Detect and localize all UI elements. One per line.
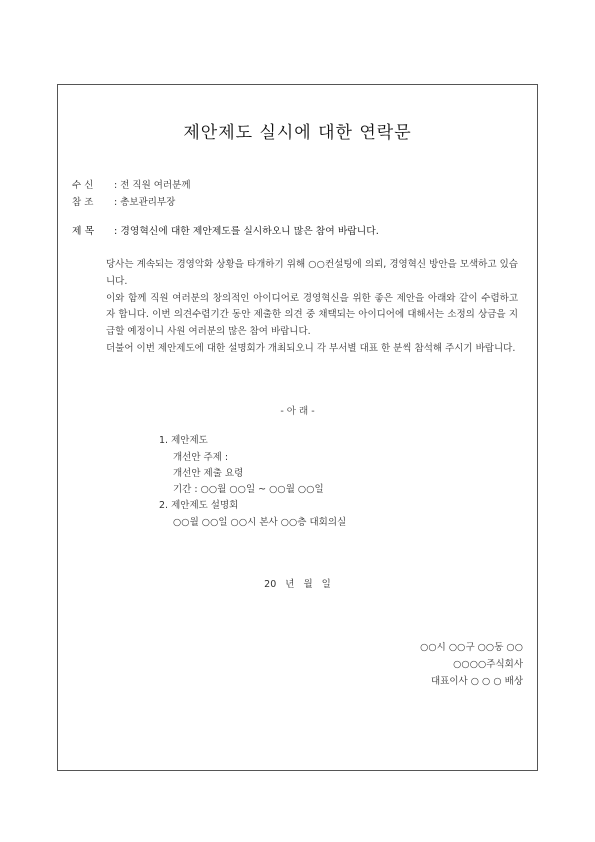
list-sub-method: 개선안 제출 요령 [173, 468, 244, 479]
reference-line [72, 194, 175, 208]
reference-value: : 총보관리부장 [114, 197, 176, 208]
body-paragraph: 이와 함께 직원 여러분의 창의적인 아이디어로 경영혁신을 위한 좋은 제안을 아래와 같이 수렴하고자 합니다. 이번 의견수렴기간 동안 제출한 의견 중 채택되는 아이디어에 대해서는 소정의 상금을 지급할 예정이니 사원 여러분의 많은 참여 바랍니다. [106, 292, 518, 338]
recipient-value: : 전 직원 여러분께 [114, 180, 191, 191]
signature-address: ○○시 ○○구 ○○동 ○○ [420, 642, 523, 653]
body-paragraph: 더불어 이번 제안제도에 대한 설명회가 개최되오니 각 부서별 대표 한 분씩 참석해 주시기 바랍니다. [106, 342, 516, 354]
list-sub-session: ○○월 ○○일 ○○시 본사 ○○층 대회의실 [173, 517, 347, 528]
recipient-line [72, 177, 191, 191]
list-item-1: 1. 제안제도 [159, 435, 208, 446]
body-paragraph: 당사는 계속되는 경영악화 상황을 타개하기 위해 ○○컨설팅에 의뢰, 경영혁신 방안을 모색하고 있습니다. [106, 259, 518, 287]
body-text [106, 257, 518, 358]
document-date: 20 년 월 일 [264, 579, 331, 590]
reference-key: 참 조 [72, 197, 94, 208]
below-note: - 아 래 - [280, 406, 315, 417]
list-sub-topic: 개선안 주제 : [173, 452, 229, 463]
signature-ceo: 대표이사 ○ ○ ○ 배상 [430, 676, 523, 687]
recipient-key: 수 신 [72, 180, 94, 191]
subject-line [72, 223, 379, 237]
document-title: 제안제도 실시에 대한 연락문 [183, 123, 412, 143]
list-item-2: 2. 제안제도 설명회 [159, 500, 239, 511]
signature-company: ○○○○주식회사 [453, 659, 523, 670]
subject-value: : 경영혁신에 대한 제안제도를 실시하오니 많은 참여 바랍니다. [114, 226, 379, 237]
list-sub-period: 기간 : ○○월 ○○일 ~ ○○월 ○○일 [173, 484, 324, 495]
subject-key: 제 목 [72, 226, 95, 237]
